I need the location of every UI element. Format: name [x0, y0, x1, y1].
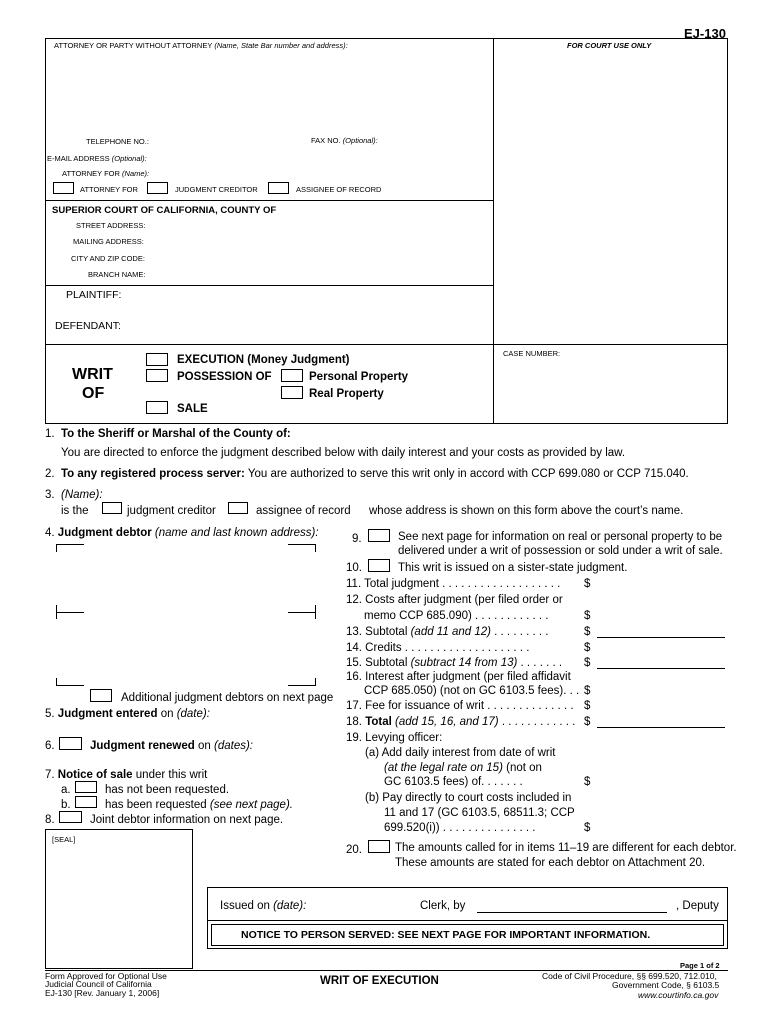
- item-18-dollar: $: [584, 716, 591, 728]
- item-19b-line1: (b) Pay directly to court costs included in: [365, 792, 572, 804]
- item-3: 3. (Name):: [45, 489, 103, 501]
- court-title: SUPERIOR COURT OF CALIFORNIA, COUNTY OF: [52, 205, 277, 216]
- assignee-checkbox[interactable]: [268, 182, 289, 194]
- item-8-checkbox[interactable]: [59, 811, 82, 823]
- item-5: 5. Judgment entered on (date):: [45, 708, 210, 720]
- item-9-num: 9.: [352, 533, 362, 545]
- real-property-option: Real Property: [309, 388, 384, 400]
- item-8-num: 8.: [45, 814, 55, 826]
- item-16-dollar: $: [584, 685, 591, 697]
- court-use-label: FOR COURT USE ONLY: [567, 41, 652, 50]
- item-7a: has not been requested.: [105, 784, 230, 796]
- item-20-line2: These amounts are stated for each debtor on Attachment 20.: [395, 857, 706, 869]
- execution-option: EXECUTION (Money Judgment): [177, 354, 350, 366]
- item-12-dollar: $: [584, 610, 591, 622]
- item-4: 4. Judgment debtor (name and last known address):: [45, 527, 319, 539]
- sale-option: SALE: [177, 403, 208, 415]
- item-7a-letter: a.: [61, 784, 71, 796]
- item-14: 14. Credits . . . . . . . . . . . . . . . . . . . .: [346, 642, 530, 654]
- item-20-checkbox[interactable]: [368, 840, 390, 853]
- issued-on-label: Issued on (date):: [220, 900, 307, 912]
- item-19b-line2: 11 and 17 (GC 6103.5, 68511.3; CCP: [384, 807, 575, 819]
- footer-council: Judicial Council of California: [45, 979, 152, 989]
- item-3-creditor: judgment creditor: [127, 505, 216, 517]
- footer-title: WRIT OF EXECUTION: [320, 975, 439, 987]
- item-19a-line2: (at the legal rate on 15) (not on: [384, 762, 542, 774]
- item-6-checkbox[interactable]: [59, 737, 82, 750]
- attorney-for-label: ATTORNEY FOR (Name):: [62, 169, 150, 178]
- item-3-creditor-checkbox[interactable]: [102, 502, 122, 514]
- plaintiff-label: PLAINTIFF:: [66, 289, 122, 301]
- item-17-dollar: $: [584, 700, 591, 712]
- item-11-dollar: $: [584, 578, 591, 590]
- clerk-signature-field[interactable]: [477, 912, 667, 913]
- item-7: 7. Notice of sale under this writ: [45, 769, 208, 781]
- item-1-text: You are directed to enforce the judgment described below with daily interest and your costs as provided by law.: [61, 447, 626, 459]
- assignee-option: ASSIGNEE OF RECORD: [296, 185, 382, 194]
- item-3-is-the: is the: [61, 505, 89, 517]
- item-15-field[interactable]: [597, 668, 725, 669]
- telephone-label: TELEPHONE NO.:: [86, 137, 149, 146]
- item-2: 2. To any registered process server: You are authorized to serve this writ only in accord with CCP 699.080 or CCP 715.040.: [45, 468, 689, 480]
- item-19: 19. Levying officer:: [346, 732, 443, 744]
- deputy-label: , Deputy: [676, 900, 719, 912]
- fax-label: FAX NO. (Optional):: [311, 136, 378, 145]
- footer-approved: Form Approved for Optional Use: [45, 971, 167, 981]
- clerk-label: Clerk, by: [420, 900, 466, 912]
- additional-debtors-checkbox[interactable]: [90, 689, 112, 702]
- seal-box: [45, 829, 193, 969]
- sale-checkbox[interactable]: [146, 401, 168, 414]
- item-6: Judgment renewed on (dates):: [90, 740, 254, 752]
- item-7b: has been requested (see next page).: [105, 799, 293, 811]
- item-3-assignee-checkbox[interactable]: [228, 502, 248, 514]
- item-13-dollar: $: [584, 626, 591, 638]
- item-19b-line3: 699.520(i)) . . . . . . . . . . . . . . .: [384, 822, 536, 834]
- possession-checkbox[interactable]: [146, 369, 168, 382]
- item-16-line1: 16. Interest after judgment (per filed affidavit: [346, 671, 571, 683]
- item-20-line1: The amounts called for in items 11–19 are different for each debtor.: [395, 842, 737, 854]
- item-3-assignee: assignee of record: [256, 505, 351, 517]
- item-13-field[interactable]: [597, 637, 725, 638]
- item-10-num: 10.: [346, 562, 362, 574]
- item-3-whose: whose address is shown on this form above the court’s name.: [369, 505, 684, 517]
- item-15: 15. Subtotal (subtract 14 from 13) . . . . . . .: [346, 657, 563, 669]
- branch-name-label: BRANCH NAME:: [88, 270, 146, 279]
- possession-option: POSSESSION OF: [177, 371, 272, 383]
- attorney-label: ATTORNEY OR PARTY WITHOUT ATTORNEY (Name, State Bar number and address):: [54, 41, 348, 50]
- mailing-address-label: MAILING ADDRESS:: [73, 237, 144, 246]
- item-15-dollar: $: [584, 657, 591, 669]
- item-9-line1: See next page for information on real or personal property to be: [398, 531, 723, 543]
- item-1: 1. To the Sheriff or Marshal of the County of:: [45, 428, 291, 440]
- personal-property-option: Personal Property: [309, 371, 409, 383]
- judgment-creditor-checkbox[interactable]: [147, 182, 168, 194]
- judgment-creditor-option: JUDGMENT CREDITOR: [175, 185, 258, 194]
- city-zip-label: CITY AND ZIP CODE:: [71, 254, 145, 263]
- execution-checkbox[interactable]: [146, 353, 168, 366]
- item-12-line2: memo CCP 685.090) . . . . . . . . . . . .: [364, 610, 549, 622]
- item-19a-dollar: $: [584, 776, 591, 788]
- case-number-label: CASE NUMBER:: [503, 349, 561, 358]
- item-9-line2: delivered under a writ of possession or sold under a writ of sale.: [398, 545, 723, 557]
- additional-debtors: Additional judgment debtors on next page: [121, 692, 334, 704]
- footer-code-gov: Government Code, § 6103.5: [612, 980, 720, 990]
- email-label: E-MAIL ADDRESS (Optional):: [47, 154, 147, 163]
- item-20-num: 20.: [346, 844, 362, 856]
- item-10: This writ is issued on a sister-state judgment.: [398, 562, 628, 574]
- item-6-num: 6.: [45, 740, 55, 752]
- item-17: 17. Fee for issuance of writ . . . . . . . . . . . . . .: [346, 700, 574, 712]
- footer-website[interactable]: www.courtinfo.ca.gov: [638, 990, 719, 1000]
- item-18-field[interactable]: [597, 727, 725, 728]
- item-7b-letter: b.: [61, 799, 71, 811]
- item-16-line2: CCP 685.050) (not on GC 6103.5 fees). . .: [364, 685, 580, 697]
- item-9-checkbox[interactable]: [368, 529, 390, 542]
- caption-frame: [45, 38, 728, 424]
- item-13: 13. Subtotal (add 11 and 12) . . . . . . . . .: [346, 626, 549, 638]
- writ-word: WRIT: [72, 366, 113, 383]
- item-8: Joint debtor information on next page.: [90, 814, 284, 826]
- item-12-line1: 12. Costs after judgment (per filed order or: [346, 594, 563, 606]
- attorney-for-option: ATTORNEY FOR: [80, 185, 138, 194]
- item-10-checkbox[interactable]: [368, 559, 390, 572]
- item-18: 18. Total (add 15, 16, and 17) . . . . . . . . . . . .: [346, 716, 576, 728]
- item-7b-checkbox[interactable]: [75, 796, 97, 808]
- page-number: Page 1 of 2: [680, 961, 720, 970]
- real-property-checkbox[interactable]: [281, 386, 303, 399]
- item-7a-checkbox[interactable]: [75, 781, 97, 793]
- notice-text: NOTICE TO PERSON SERVED: SEE NEXT PAGE FOR IMPORTANT INFORMATION.: [241, 929, 651, 941]
- item-14-dollar: $: [584, 642, 591, 654]
- footer-code-ccp: Code of Civil Procedure, §§ 699.520, 712.010,: [542, 971, 717, 981]
- seal-label: [SEAL]: [52, 835, 76, 844]
- item-19a-line1: (a) Add daily interest from date of writ: [365, 747, 556, 759]
- item-19a-line3: GC 6103.5 fees) of. . . . . . .: [384, 776, 523, 788]
- attorney-for-checkbox[interactable]: [53, 182, 74, 194]
- item-19b-dollar: $: [584, 822, 591, 834]
- personal-property-checkbox[interactable]: [281, 369, 303, 382]
- defendant-label: DEFENDANT:: [55, 320, 121, 332]
- of-word: OF: [82, 385, 105, 402]
- street-address-label: STREET ADDRESS:: [76, 221, 146, 230]
- form-id: EJ-130: [684, 26, 726, 41]
- item-11: 11. Total judgment . . . . . . . . . . . . . . . . . . .: [346, 578, 561, 590]
- footer-form-rev: EJ-130 [Rev. January 1, 2006]: [45, 988, 160, 998]
